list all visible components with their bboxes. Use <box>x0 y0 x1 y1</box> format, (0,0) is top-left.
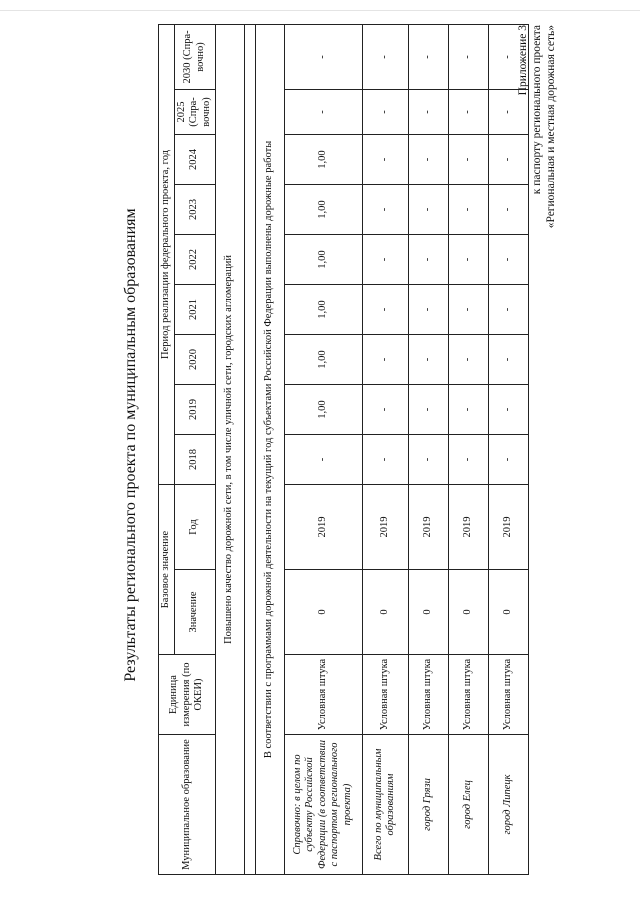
header-year-col: 2020 <box>174 335 215 385</box>
period-cell: - <box>362 185 408 235</box>
period-cell: - <box>408 385 448 435</box>
appendix-line-1: Приложение 3 <box>517 25 529 96</box>
base-year-cell: 2019 <box>284 485 362 570</box>
table-row <box>408 24 448 874</box>
header-year-col: 2022 <box>174 235 215 285</box>
period-cell: - <box>448 285 488 335</box>
period-cell: 1,00 <box>284 185 362 235</box>
period-cell: - <box>284 435 362 485</box>
period-cell: - <box>284 24 362 89</box>
rotated-page <box>118 25 638 885</box>
header-year-col: 2019 <box>174 385 215 435</box>
period-cell: - <box>362 335 408 385</box>
base-year-cell: 2019 <box>448 485 488 570</box>
period-cell: - <box>488 335 528 385</box>
value-cell: 0 <box>362 570 408 655</box>
period-cell: - <box>362 385 408 435</box>
period-cell: - <box>448 235 488 285</box>
period-cell: - <box>408 24 448 89</box>
section-row <box>215 24 244 874</box>
period-cell: 1,00 <box>284 385 362 435</box>
period-cell: - <box>408 235 448 285</box>
section-row <box>255 24 284 874</box>
header-year: Год <box>174 485 215 570</box>
base-year-cell: 2019 <box>362 485 408 570</box>
period-cell: 1,00 <box>284 335 362 385</box>
period-cell: - <box>408 335 448 385</box>
period-cell: - <box>488 185 528 235</box>
period-cell: - <box>488 90 528 135</box>
appendix-line-3: «Региональная и местная дорожная сеть» <box>545 25 557 229</box>
header-year-col: 2025 (Спра-вочно) <box>174 90 215 135</box>
table-row <box>362 24 408 874</box>
header-municipality: Муниципальное образование <box>159 735 216 875</box>
period-cell: 1,00 <box>284 285 362 335</box>
period-cell: - <box>362 285 408 335</box>
period-cell: - <box>284 90 362 135</box>
period-cell: - <box>362 90 408 135</box>
period-cell: - <box>488 385 528 435</box>
municipality-cell: город Грязи <box>408 735 448 875</box>
unit-cell: Условная штука <box>408 655 448 735</box>
page-title: Результаты регионального проекта по муниципальным образованиям <box>122 208 139 682</box>
value-cell: 0 <box>448 570 488 655</box>
header-row-1 <box>159 24 175 874</box>
separator-row <box>244 24 255 874</box>
period-cell: - <box>408 90 448 135</box>
unit-cell: Условная штука <box>488 655 528 735</box>
base-year-cell: 2019 <box>408 485 448 570</box>
municipality-cell: Справочно: в целом по субъекту Российской Федерации (в соответствии с паспортом регионального проекта) <box>284 735 362 875</box>
header-year-col: 2021 <box>174 285 215 335</box>
period-cell: - <box>448 135 488 185</box>
appendix-line-2: к паспорту регионального проекта <box>531 25 543 195</box>
section-heading: Повышено качество дорожной сети, в том числе уличной сети, городских агломераций <box>215 24 244 874</box>
period-cell: - <box>448 90 488 135</box>
period-cell: - <box>448 435 488 485</box>
header-base: Базовое значение <box>159 485 175 655</box>
period-cell: - <box>362 435 408 485</box>
header-year-col: 2018 <box>174 435 215 485</box>
period-cell: - <box>448 24 488 89</box>
period-cell: - <box>488 235 528 285</box>
municipality-cell: город Елец <box>448 735 488 875</box>
results-table <box>158 24 529 875</box>
period-cell: - <box>362 235 408 285</box>
period-cell: 1,00 <box>284 235 362 285</box>
value-cell: 0 <box>408 570 448 655</box>
period-cell: - <box>448 185 488 235</box>
value-cell: 0 <box>284 570 362 655</box>
section-heading: В соответствии с программами дорожной деятельности на текущий год субъектами Российской Федерации выполнены дорожные работы <box>255 24 284 874</box>
period-cell: 1,00 <box>284 135 362 185</box>
period-cell: - <box>488 435 528 485</box>
municipality-cell: город Липецк <box>488 735 528 875</box>
table-row <box>448 24 488 874</box>
unit-cell: Условная штука <box>362 655 408 735</box>
base-year-cell: 2019 <box>488 485 528 570</box>
municipality-cell: Всего по муниципальным образованиям <box>362 735 408 875</box>
period-cell: - <box>488 24 528 89</box>
period-cell: - <box>362 135 408 185</box>
top-rule <box>0 10 640 11</box>
header-value: Значение <box>174 570 215 655</box>
value-cell: 0 <box>488 570 528 655</box>
header-period: Период реализации федерального проекта, год <box>159 24 175 484</box>
unit-cell: Условная штука <box>448 655 488 735</box>
period-cell: - <box>408 185 448 235</box>
period-cell: - <box>408 285 448 335</box>
header-year-col: 2024 <box>174 135 215 185</box>
header-unit: Единица измерения (по ОКЕИ) <box>159 655 216 735</box>
separator <box>244 24 255 874</box>
period-cell: - <box>362 24 408 89</box>
period-cell: - <box>408 435 448 485</box>
table-row <box>284 24 362 874</box>
unit-cell: Условная штука <box>284 655 362 735</box>
header-year-col: 2030 (Спра-вочно) <box>174 24 215 89</box>
table-row <box>488 24 528 874</box>
period-cell: - <box>448 335 488 385</box>
period-cell: - <box>488 285 528 335</box>
header-year-col: 2023 <box>174 185 215 235</box>
period-cell: - <box>488 135 528 185</box>
period-cell: - <box>448 385 488 435</box>
period-cell: - <box>408 135 448 185</box>
